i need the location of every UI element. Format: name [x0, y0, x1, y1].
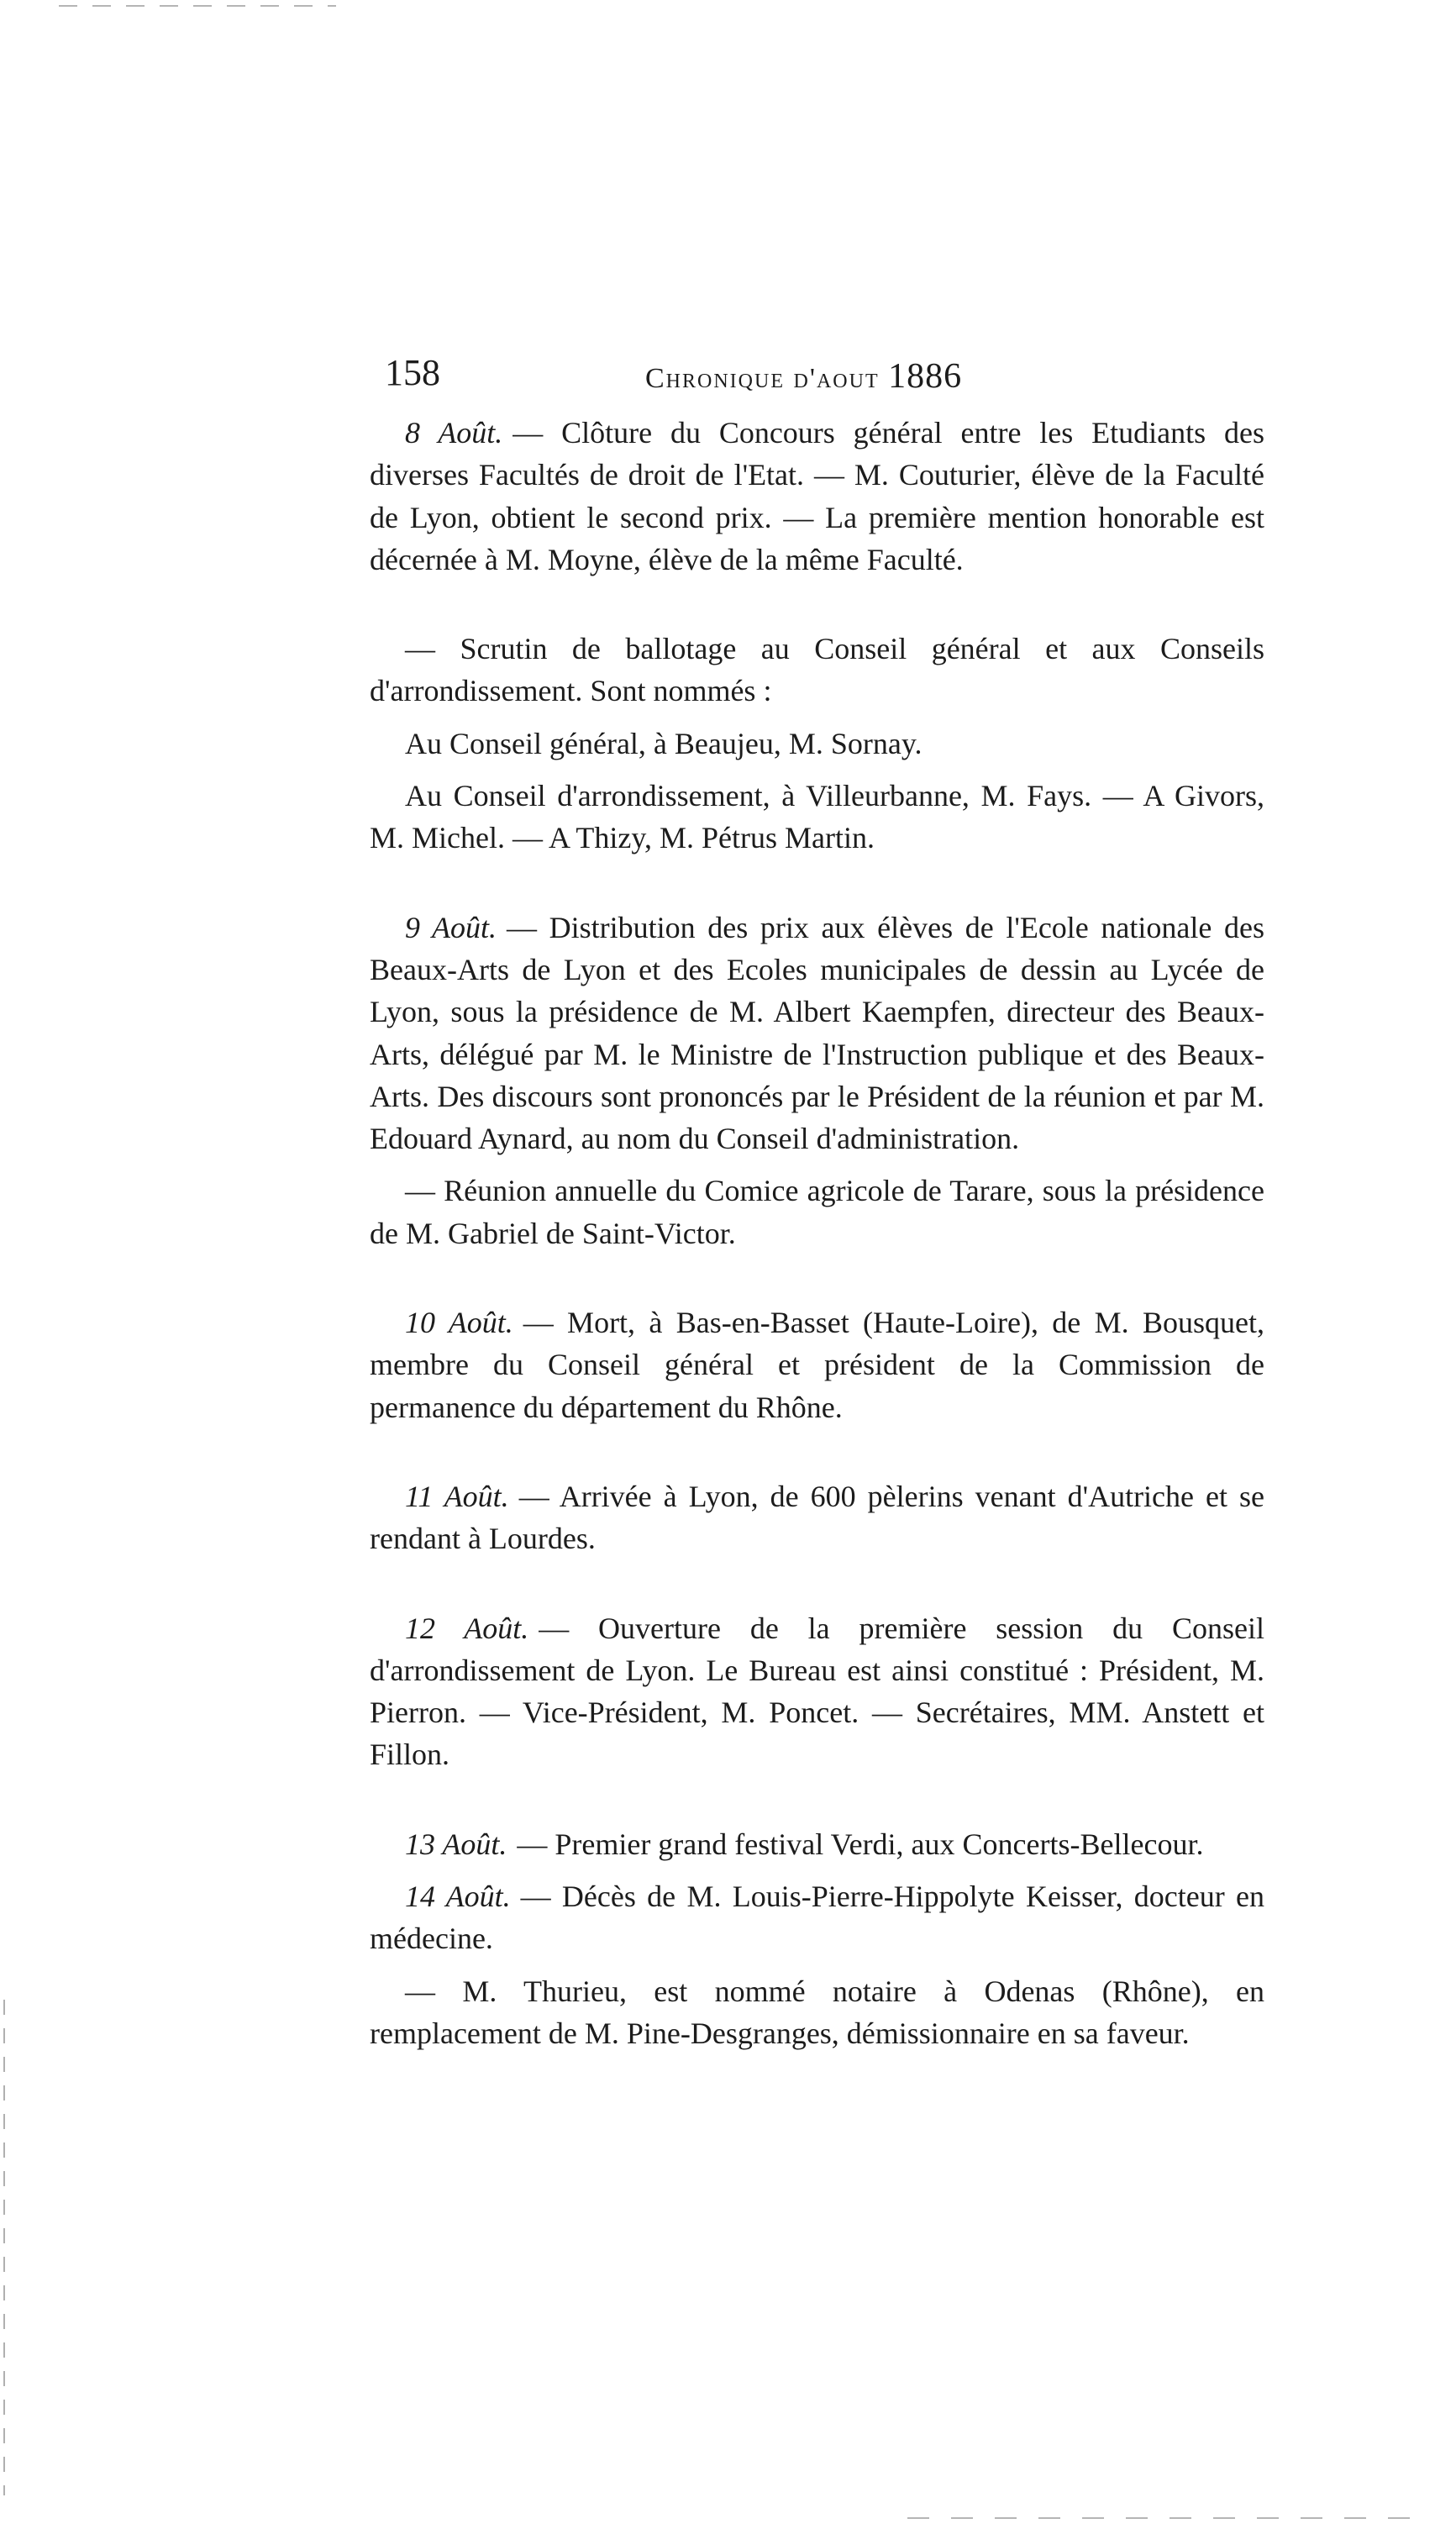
entry-text: Au Conseil général, à Beaujeu, M. Sornay. [405, 726, 922, 760]
entry-ballotage [370, 628, 1264, 712]
entry-date: 10 Août. [405, 1306, 513, 1340]
entry-text: — Distribution des prix aux élèves de l'Ecole nationale des Beaux-Arts de Lyon et des Ecoles municipales de dessin au Lycée de Lyon, sous la présidence de M. Albert Kaempfen, directeur des Beaux-Arts, délégué par M. le Ministre de l'Instruction publique et des Beaux-Arts. Des discours sont prononcés par le Président de la réunion et par M. Edouard Aynard, au nom du Conseil d'administration. [370, 910, 1264, 1156]
entry-date: 12 Août. [405, 1611, 529, 1645]
scan-artifact-left-edge [3, 2000, 5, 2495]
page-number: 158 [385, 352, 440, 393]
entry-text: — Scrutin de ballotage au Conseil général et aux Conseils d'arrondissement. Sont nommés : [370, 632, 1264, 708]
entry-aug-12 [370, 1607, 1264, 1776]
entry-aug-9 [370, 907, 1264, 1160]
running-title-text: Chronique d'aout [645, 363, 880, 394]
entry-date: 13 Août. [405, 1827, 507, 1861]
entry-text: — Clôture du Concours général entre les Etudiants des diverses Facultés de droit de l'Etat. — M. Couturier, élève de la Faculté de Lyon, obtient le second prix. — La première mention honorable est décernée à M. Moyne, élève de la même Faculté. [370, 416, 1264, 576]
running-title [645, 356, 962, 397]
entry-aug-14 [370, 1875, 1264, 1960]
entry-date: 9 Août. [405, 910, 497, 944]
entry-aug-11 [370, 1475, 1264, 1560]
entry-date: 14 Août. [405, 1880, 511, 1914]
entry-conseil-arrondissement [370, 775, 1264, 860]
running-header [385, 351, 1023, 405]
entry-text: Au Conseil d'arrondissement, à Villeurbanne, M. Fays. — A Givors, M. Michel. — A Thizy, M. Pétrus Martin. [370, 779, 1264, 855]
entry-aug-8 [370, 412, 1264, 581]
entry-text: — Décès de M. Louis-Pierre-Hippolyte Keisser, docteur en médecine. [370, 1880, 1264, 1956]
entry-aug-13 [370, 1823, 1264, 1865]
entry-conseil-general [370, 723, 1264, 765]
entry-text: — Premier grand festival Verdi, aux Concerts-Bellecour. [517, 1827, 1204, 1861]
running-title-year: 1886 [888, 357, 963, 396]
entry-text: — M. Thurieu, est nommé notaire à Odenas (Rhône), en remplacement de M. Pine-Desgranges, démissionnaire en sa faveur. [370, 1974, 1264, 2050]
entry-text: — Réunion annuelle du Comice agricole de Tarare, sous la présidence de M. Gabriel de Saint-Victor. [370, 1174, 1264, 1250]
entry-thurieu [370, 1970, 1264, 2055]
entry-date: 11 Août. [405, 1479, 509, 1513]
scan-artifact-bottom-dashes [907, 2517, 1411, 2519]
entry-text: — Ouverture de la première session du Conseil d'arrondissement de Lyon. Le Bureau est ainsi constitué : Président, M. Pierron. — Vice-Président, M. Poncet. — Secrétaires, MM. Anstett et Fillon. [370, 1611, 1264, 1772]
scan-artifact-top-dashes [59, 5, 336, 7]
entry-comice-agricole [370, 1170, 1264, 1254]
entry-aug-10 [370, 1301, 1264, 1428]
entry-date: 8 Août. [405, 416, 503, 450]
chronicle-body [370, 412, 1264, 2054]
entry-text: — Mort, à Bas-en-Basset (Haute-Loire), de M. Bousquet, membre du Conseil général et président de la Commission de permanence du département du Rhône. [370, 1306, 1264, 1424]
entry-text: — Arrivée à Lyon, de 600 pèlerins venant d'Autriche et se rendant à Lourdes. [370, 1479, 1265, 1556]
